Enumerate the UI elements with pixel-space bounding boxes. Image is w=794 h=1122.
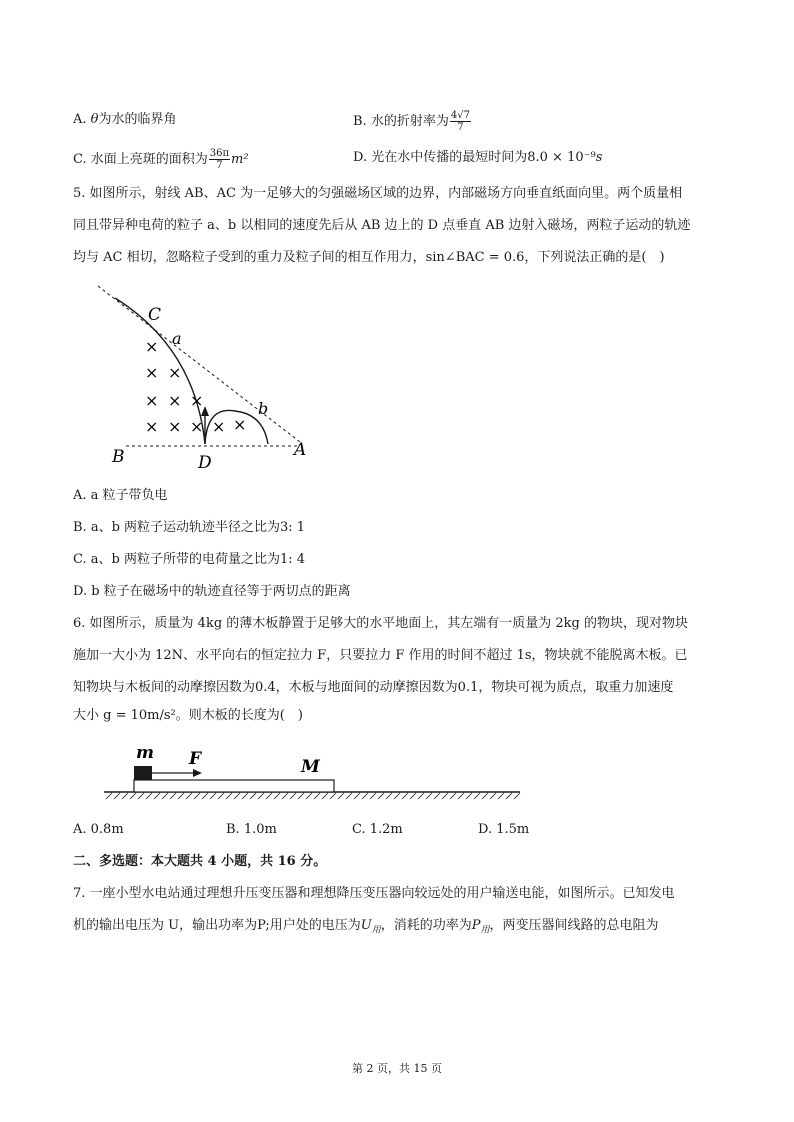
label-point-d: D [198,453,212,473]
field-mark: × [145,337,159,356]
q6-stem-line-4: 大小 g = 10m/s²。则木板的长度为( ) [73,708,303,723]
label-point-c: C [148,305,162,325]
field-mark: × [168,391,182,410]
q5-option-a: A. a 粒子带负电 [73,488,168,503]
symbol-u-user: U [360,918,372,933]
label-board-mass: M [301,757,320,777]
symbol-p-user: P [471,918,481,933]
label-block-mass: m [136,743,154,763]
ground-hatching [106,793,520,799]
label-point-a: A [294,440,307,460]
q5-option-b: B. a、b 两粒子运动轨迹半径之比为3: 1 [73,520,306,535]
field-mark: × [190,417,204,436]
q7-stem-line-1: 7. 一座小型水电站通过理想升压变压器和理想降压变压器向较远处的用户输送电能，如图所示。已知发电 [73,886,675,901]
q4-option-b [353,110,472,133]
wooden-board [134,780,334,792]
label-particle-a: a [172,329,182,348]
q4-option-c [73,148,249,171]
q4-option-b-text: B. 水的折射率为 [353,114,449,129]
q4-option-c-unit: m² [231,152,249,167]
q4-option-a-prefix: A. [73,112,91,127]
label-force: F [189,749,202,769]
force-arrow-head [193,769,202,777]
q6-stem-line-1: 6. 如图所示，质量为 4kg 的薄木板静置于足够大的水平地面上，其左端有一质量为 2kg 的物块，现对物块 [73,616,689,631]
field-mark: × [145,417,159,436]
q6-option-a: A. 0.8m [73,822,124,837]
q4-option-a-var: θ [90,112,99,127]
label-point-b: B [112,447,125,467]
q5-stem-line-1: 5. 如图所示，射线 AB、AC 为一足够大的匀强磁场区域的边界，内部磁场方向垂直纸面向里。两个质量相 [73,186,683,201]
q6-board-block-figure [100,738,530,804]
page-footer: 第 2 页，共 15 页 [352,1062,442,1075]
q4-option-d-unit: s [595,150,603,165]
field-mark: × [233,415,247,434]
section-title-multiple-choice: 二、多选题：本大题共 4 小题，共 16 分。 [73,854,327,869]
q4-option-c-fraction: $\frac{36\pi}{7}$ [209,148,230,171]
label-particle-b: b [258,399,269,418]
q5-option-c: C. a、b 两粒子所带的电荷量之比为1: 4 [73,552,306,567]
q6-option-d: D. 1.5m [478,822,530,837]
q5-stem-line-3: 均与 AC 相切，忽略粒子受到的重力及粒子间的相互作用力，sin∠BAC = 0.6，下列说法正确的是( ) [73,250,665,265]
q4-option-d-value: 8.0 × 10⁻⁹ [527,150,596,165]
q4-option-c-text: C. 水面上亮斑的面积为 [73,152,208,167]
q4-option-a [73,110,177,130]
q4-option-d-text: D. 光在水中传播的最短时间为 [353,150,528,165]
q5-stem-line-2: 同且带异种电荷的粒子 a、b 以相同的速度先后从 AB 边上的 D 点垂直 AB 边射入磁场，两粒子运动的轨迹 [73,218,691,233]
q4-option-a-text: 为水的临界角 [98,112,177,127]
q4-option-d [353,148,602,168]
q7-stem-line-2: 机的输出电压为 U，输出功率为P;用户处的电压为$U_用$，消耗的功率为$P_用$，两变压器间线路的总电阻为 [73,918,659,936]
small-block [134,766,152,780]
q6-option-c: C. 1.2m [352,822,403,837]
q6-option-b: B. 1.0m [226,822,277,837]
field-mark: × [145,391,159,410]
q5-option-d: D. b 粒子在磁场中的轨迹直径等于两切点的距离 [73,584,351,599]
field-mark: × [190,391,204,410]
field-mark: × [168,363,182,382]
q5-magnetic-field-figure [90,278,320,478]
q4-option-b-fraction: $\frac{4√7}{7}$ [450,110,470,133]
field-mark: × [212,417,226,436]
q6-stem-line-2: 施加一大小为 12N、水平向右的恒定拉力 F，只要拉力 F 作用的时间不超过 1s，物块就不能脱离木板。已 [73,648,688,663]
q6-stem-line-3: 知物块与木板间的动摩擦因数为0.4，木板与地面间的动摩擦因数为0.1，物块可视为质点，取重力加速度 [73,680,674,695]
field-mark: × [168,417,182,436]
field-mark: × [145,363,159,382]
